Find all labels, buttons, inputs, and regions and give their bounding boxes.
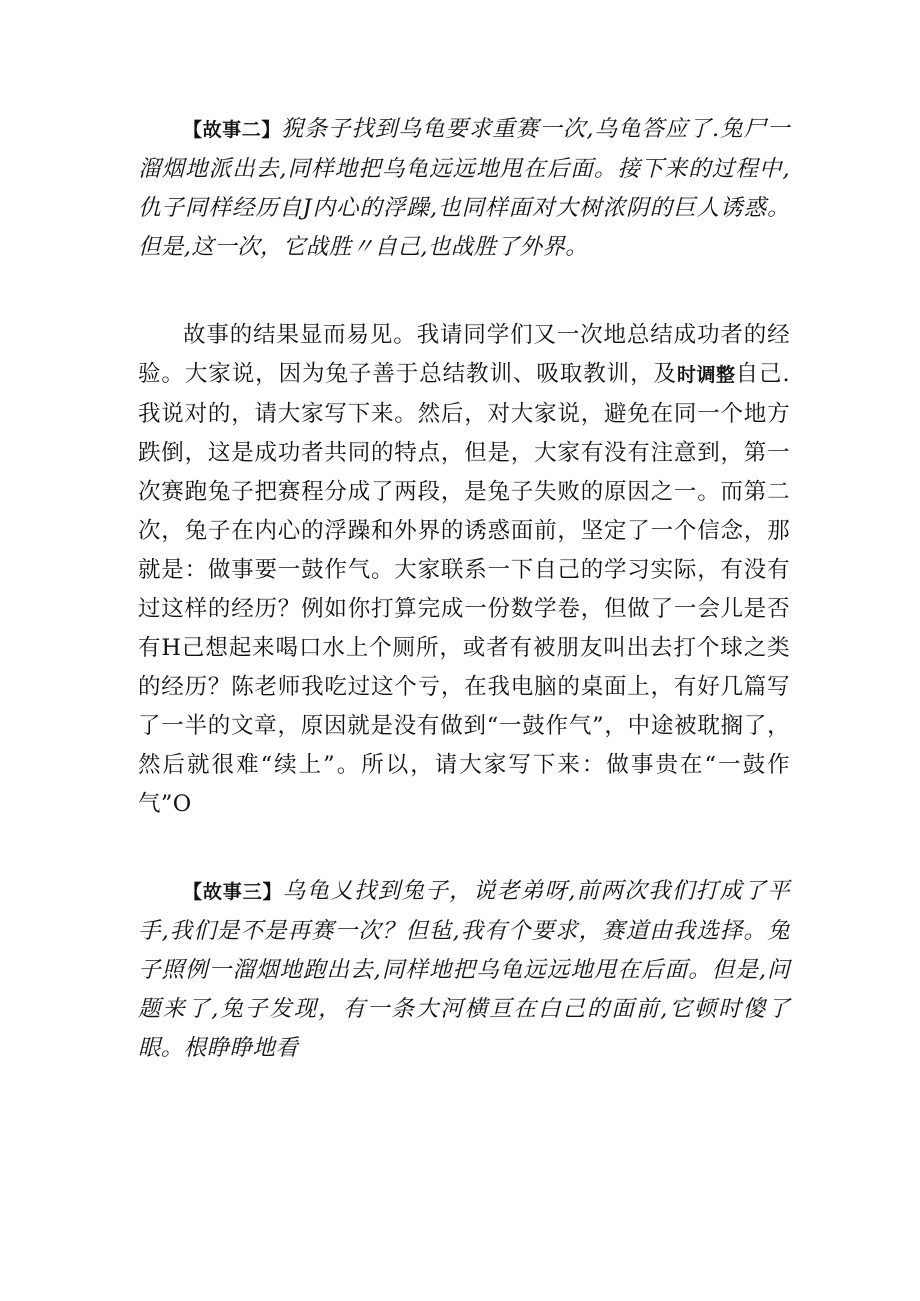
document-page <box>138 110 790 1068</box>
story-three-text: 乌龟乂找到兔子，说老弟呀,前两次我们打成了平手,我们是不是再赛一次？但毡,我有个要求，赛道由我选择。兔子照例一溜烟地跑出去,同样地把乌龟远远地甩在后面。但是,问题来了,兔子发现，有一条大河横亘在白己的面前,它顿时傻了眼。根睁睁地看 <box>138 878 790 1061</box>
result-bold-phrase: 时调整 <box>676 364 736 386</box>
result-text-before: 故事的结果显而易见。我请同学们又一次地总结成功者的经验。大家说，因为兔子善于总结教训、吸取教训，及 <box>138 322 790 387</box>
result-paragraph <box>138 316 790 824</box>
story-three-tag: 【故事三】 <box>183 881 283 903</box>
result-text-after: 自己.我说对的，请大家写下来。然后，对大家说，避免在同一个地方跌倒，这是成功者共同的特点，但是，大家有没有注意到，第一次赛跑兔子把赛程分成了两段，是兔子失败的原因之一。而第二次，兔子在内心的浮躁和外界的诱惑面前，坚定了一个信念，那就是：做事要一鼓作气。大家联系一下自己的学习实际，有没有过这样的经历？例如你打算完成一份数学卷，但做了一会儿是否有H己想起来喝口水上个厕所，或者有被朋友叫出去打个球之类的经历？陈老师我吃过这个亏，在我电脑的桌面上，有好几篇写了一半的文章，原因就是没有做到“一鼓作气”，中途被耽搁了，然后就很难“续上”。所以，请大家写下来：做事贵在“一鼓作气”O <box>138 361 790 817</box>
story-two-text: 猊条子找到乌龟要求重赛一次,乌龟答应了.兔尸一溜烟地派出去,同样地把乌龟远远地甩在后面。接下来的过程中,仇子同样经历自J内心的浮躁,也同样面对大树浓阴的巨人诱惑。但是,这一次，它战胜〃自己,也战胜了外界。 <box>138 116 790 260</box>
story-two-paragraph <box>138 110 790 267</box>
story-two-tag: 【故事二】 <box>183 119 281 141</box>
story-three-paragraph <box>138 872 790 1068</box>
